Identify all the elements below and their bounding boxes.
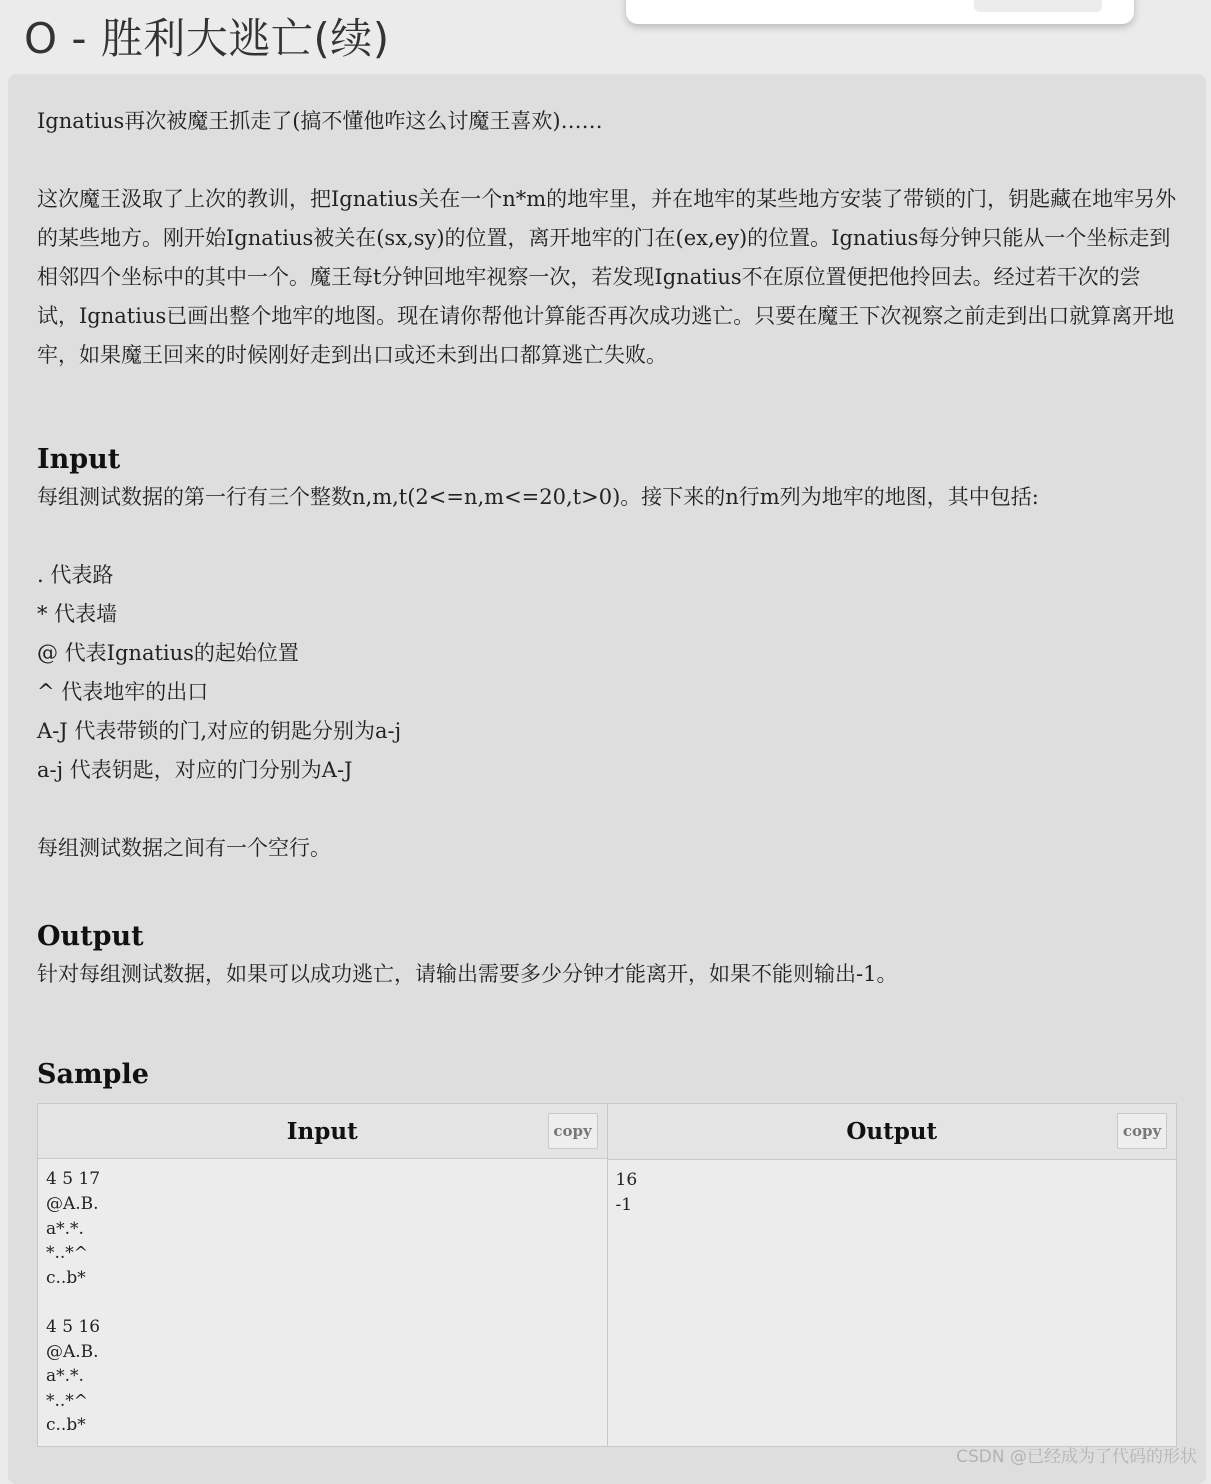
output-text: 针对每组测试数据，如果可以成功逃亡，请输出需要多少分钟才能离开，如果不能则输出-1。 <box>37 962 898 986</box>
input-item: * 代表墙 <box>37 602 118 626</box>
sample-output-text: 16 -1 <box>608 1160 1177 1446</box>
page-title: O - 胜利大逃亡(续) <box>24 14 390 63</box>
input-item: a-j 代表钥匙，对应的门分别为A-J <box>37 758 353 782</box>
sample-input-header <box>38 1104 607 1159</box>
copy-input-button[interactable]: copy <box>548 1113 598 1149</box>
input-heading: Input <box>37 444 121 475</box>
sample-input-column <box>38 1104 607 1446</box>
popup-button[interactable] <box>974 0 1102 12</box>
output-heading: Output <box>37 921 144 952</box>
sample-input-text: 4 5 17 @A.B. a*.*. *..*^ c..b* 4 5 16 @A.B. a*.*. *..*^ c..b* <box>38 1159 607 1446</box>
copy-output-button[interactable]: copy <box>1117 1113 1167 1149</box>
sample-output-column <box>607 1104 1177 1446</box>
description-paragraph: Ignatius再次被魔王抓走了(搞不懂他咋这么讨魔王喜欢)…… <box>37 109 603 133</box>
description-paragraph: 这次魔王汲取了上次的教训，把Ignatius关在一个n*m的地牢里，并在地牢的某些地方安装了带锁的门，钥匙藏在地牢另外的某些地方。刚开始Ignatius被关在(sx,sy)的位置，离开地牢的门在(ex,ey)的位置。Ignatius每分钟只能从一个坐标走到相邻四个坐标中的其中一个。魔王每t分钟回地牢视察一次，若发现Ignatius不在原位置便把他拎回去。经过若干次的尝试，Ignatius已画出整个地牢的地图。现在请你帮他计算能否再次成功逃亡。只要在魔王下次视察之前走到出口就算离开地牢，如果魔王回来的时候刚好走到出口或还未到出口都算逃亡失败。 <box>37 187 1177 367</box>
sample-output-header <box>608 1104 1177 1160</box>
sample-heading: Sample <box>37 1059 149 1090</box>
input-item: A-J 代表带锁的门,对应的钥匙分别为a-j <box>37 719 402 743</box>
floating-popup <box>626 0 1134 24</box>
input-item: . 代表路 <box>37 563 114 587</box>
sample-table <box>37 1103 1177 1447</box>
problem-content <box>37 102 1177 1093</box>
input-note: 每组测试数据之间有一个空行。 <box>37 836 331 860</box>
input-item: @ 代表Ignatius的起始位置 <box>37 641 299 665</box>
sample-input-label: Input <box>286 1117 358 1145</box>
input-intro: 每组测试数据的第一行有三个整数n,m,t(2<=n,m<=20,t>0)。接下来的n行m列为地牢的地图，其中包括: <box>37 485 1039 509</box>
input-item: ^ 代表地牢的出口 <box>37 680 209 704</box>
problem-panel <box>8 74 1206 1484</box>
watermark: CSDN @已经成为了代码的形状 <box>956 1447 1197 1467</box>
sample-output-label: Output <box>846 1118 938 1145</box>
